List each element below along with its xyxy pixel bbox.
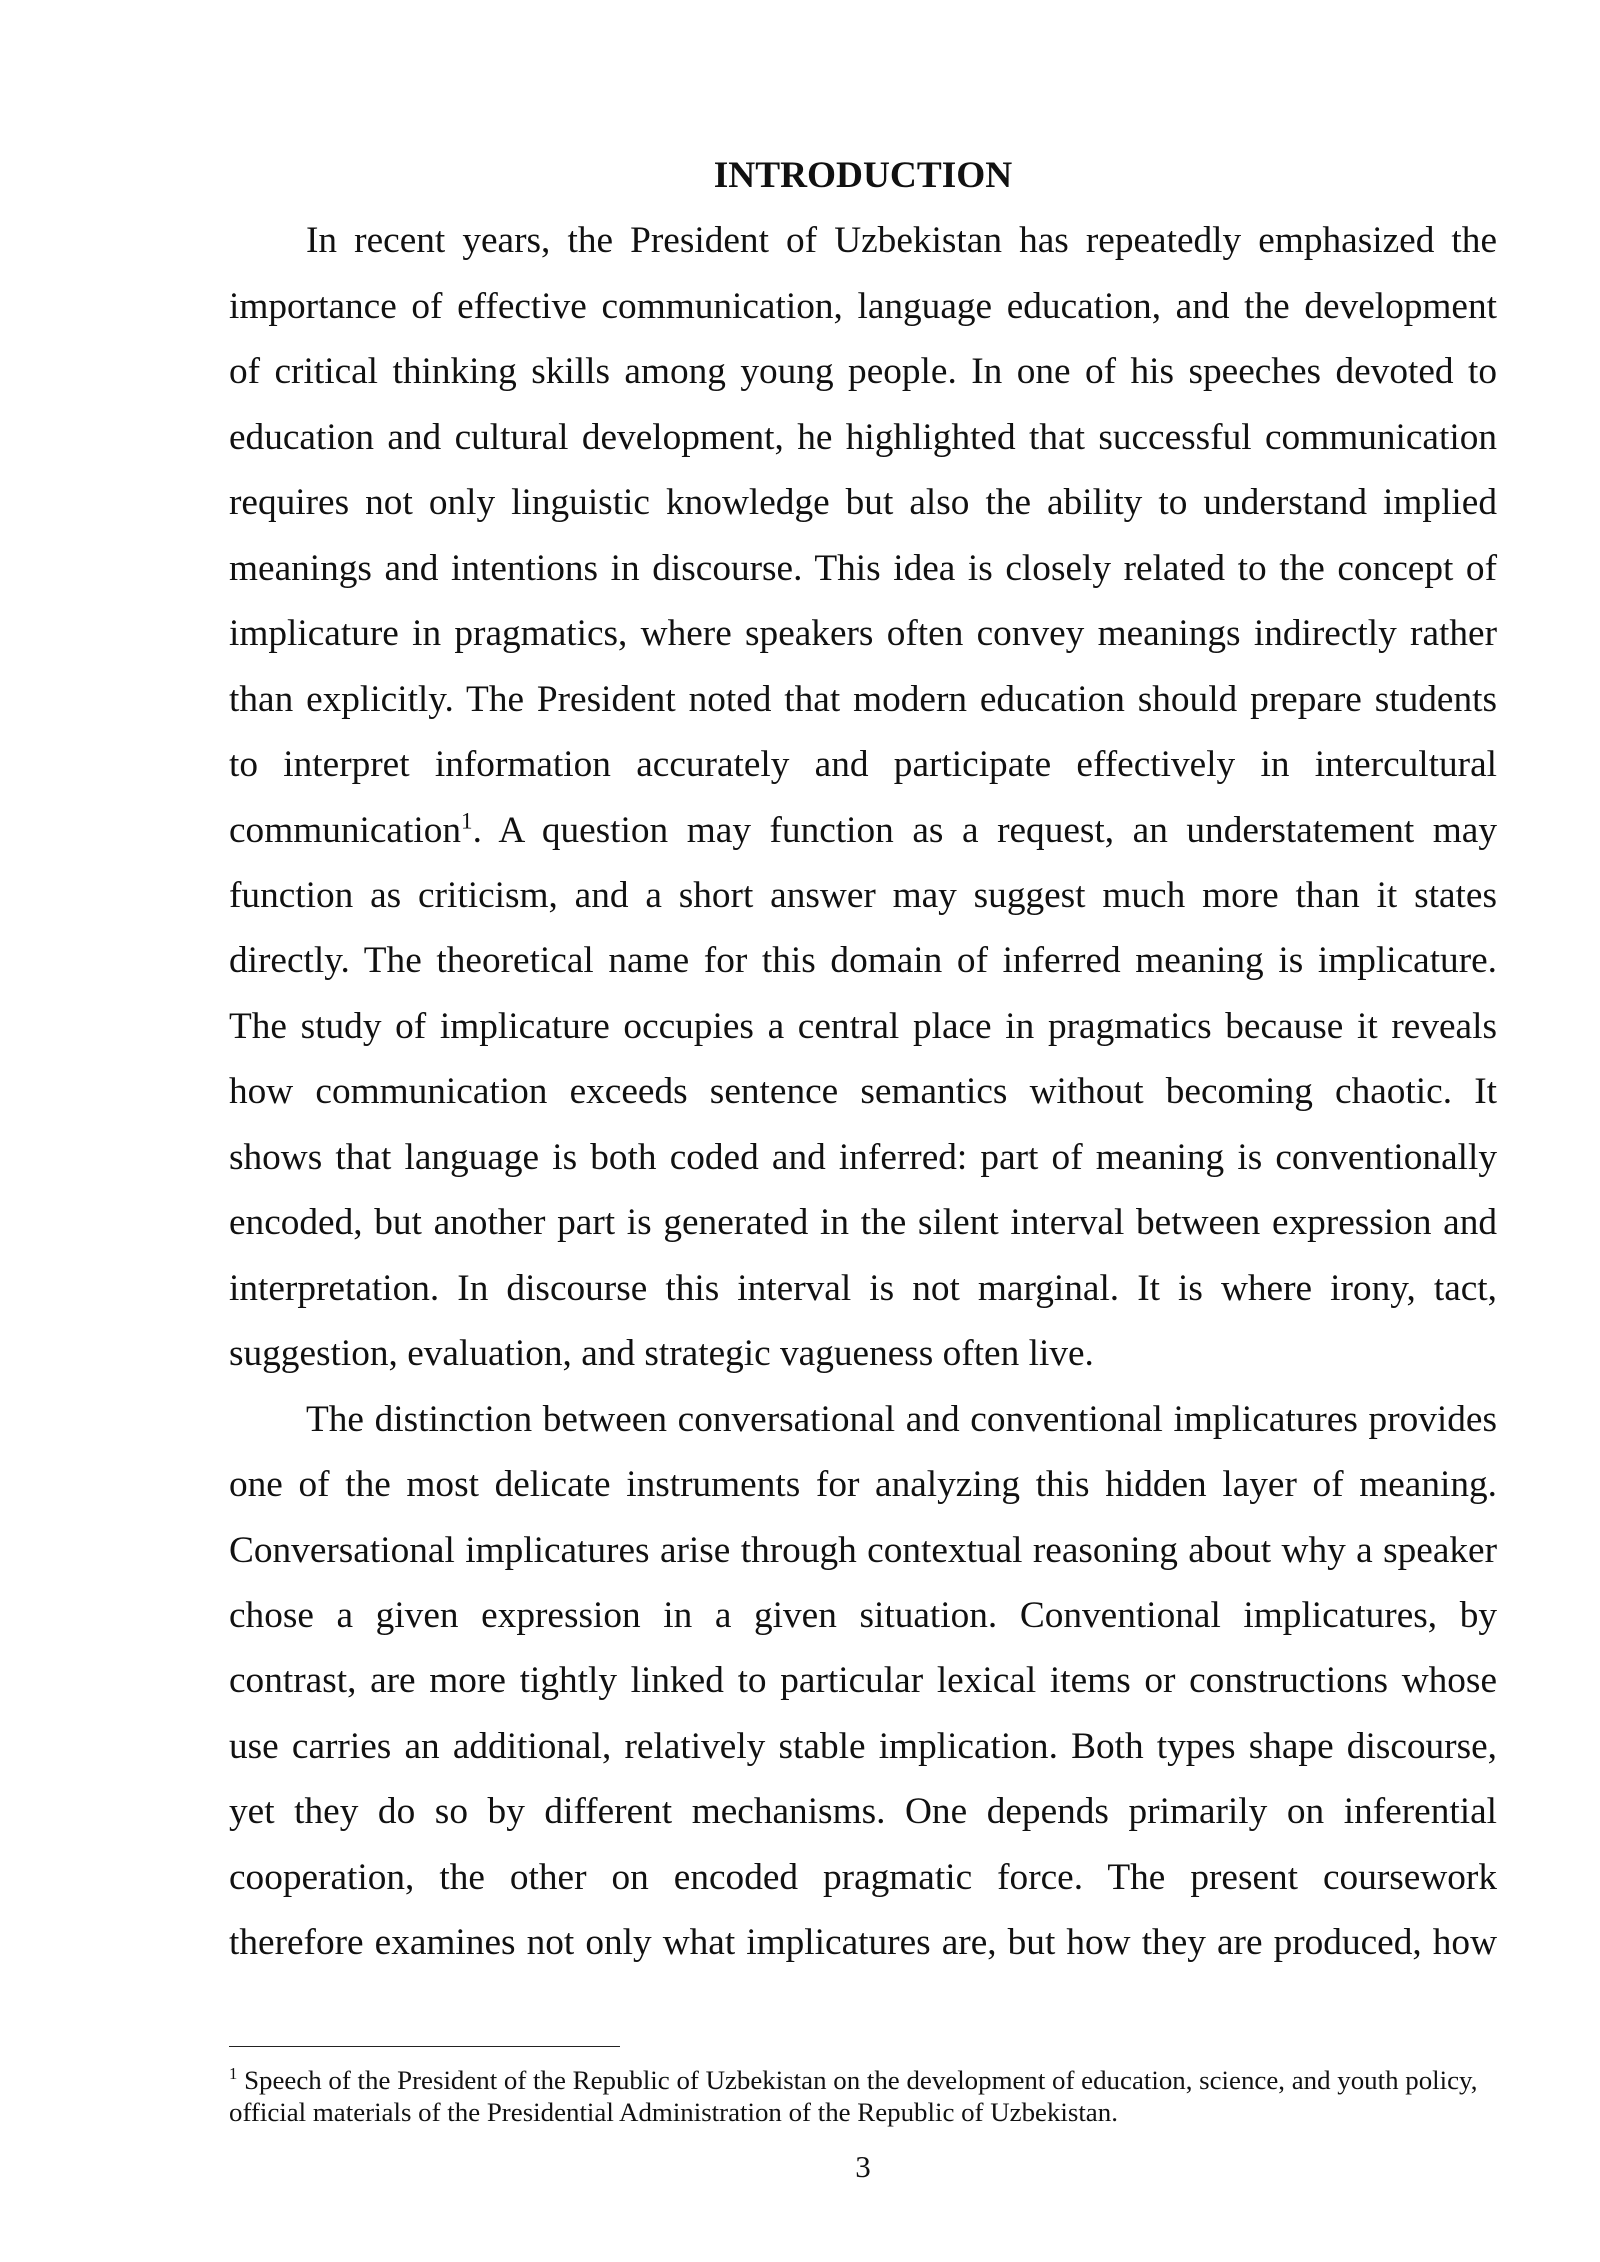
text-line: In recent years, the President of Uzbekistan has repeatedly emphasized the: [306, 220, 1497, 262]
text-line: one of the most delicate instruments for analyzing this hidden layer of meaning.: [229, 1464, 1497, 1506]
footnote-text: official materials of the Presidential Administration of the Republic of Uzbekistan.: [229, 2097, 1118, 2127]
footnote-mark: 1: [229, 2064, 238, 2084]
text-run: . A question may function as a request, an understatement may: [472, 809, 1497, 851]
text-line: function as criticism, and a short answer may suggest much more than it states: [229, 874, 1497, 916]
paragraph-1: [229, 208, 1497, 1386]
text-line: The distinction between conversational and conventional implicatures provides: [306, 1398, 1497, 1440]
footnote-text: Speech of the President of the Republic of Uzbekistan on the development of education, science, and youth policy,: [244, 2065, 1478, 2095]
text-line: use carries an additional, relatively stable implication. Both types shape discourse,: [229, 1725, 1497, 1767]
footnote-reference: 1: [461, 808, 473, 835]
text-line: Conversational implicatures arise through contextual reasoning about why a speaker: [229, 1529, 1497, 1571]
text-line: requires not only linguistic knowledge but also the ability to understand implied: [229, 482, 1497, 524]
text-line: suggestion, evaluation, and strategic vagueness often live.: [229, 1333, 1094, 1375]
text-line: encoded, but another part is generated in the silent interval between expression and: [229, 1202, 1497, 1244]
text-line: directly. The theoretical name for this domain of inferred meaning is implicature.: [229, 940, 1497, 982]
text-run: communication: [229, 809, 462, 851]
text-line: to interpret information accurately and participate effectively in intercultural: [229, 744, 1497, 786]
text-line: than explicitly. The President noted that modern education should prepare students: [229, 678, 1497, 720]
paragraph-2: [229, 1387, 1497, 1976]
text-line: shows that language is both coded and inferred: part of meaning is conventionally: [229, 1136, 1497, 1178]
text-line: education and cultural development, he highlighted that successful communication: [229, 416, 1497, 458]
text-line: interpretation. In discourse this interval is not marginal. It is where irony, tact,: [229, 1267, 1497, 1309]
text-line: of critical thinking skills among young people. In one of his speeches devoted to: [229, 351, 1497, 393]
page-number: 3: [855, 2149, 871, 2184]
text-line: contrast, are more tightly linked to particular lexical items or constructions whose: [229, 1660, 1497, 1702]
section-heading: INTRODUCTION: [713, 155, 1013, 196]
text-line: [229, 798, 1497, 863]
footnote-line: [229, 2064, 1497, 2096]
footnote-separator: [229, 2046, 620, 2047]
text-line: chose a given expression in a given situation. Conventional implicatures, by: [229, 1594, 1497, 1636]
text-line: meanings and intentions in discourse. This idea is closely related to the concept of: [229, 547, 1497, 589]
text-line: implicature in pragmatics, where speakers often convey meanings indirectly rather: [229, 613, 1497, 655]
text-line: yet they do so by different mechanisms. One depends primarily on inferential: [229, 1791, 1497, 1833]
text-line: importance of effective communication, language education, and the development: [229, 285, 1497, 327]
main-text: [229, 143, 1497, 1976]
text-line: how communication exceeds sentence semantics without becoming chaotic. It: [229, 1071, 1497, 1113]
text-line: therefore examines not only what implicatures are, but how they are produced, how: [229, 1922, 1497, 1964]
footnote: [229, 2064, 1497, 2128]
text-line: The study of implicature occupies a central place in pragmatics because it reveals: [229, 1005, 1497, 1047]
footnote-line: [229, 2096, 1497, 2128]
text-line: cooperation, the other on encoded pragmatic force. The present coursework: [229, 1856, 1497, 1898]
